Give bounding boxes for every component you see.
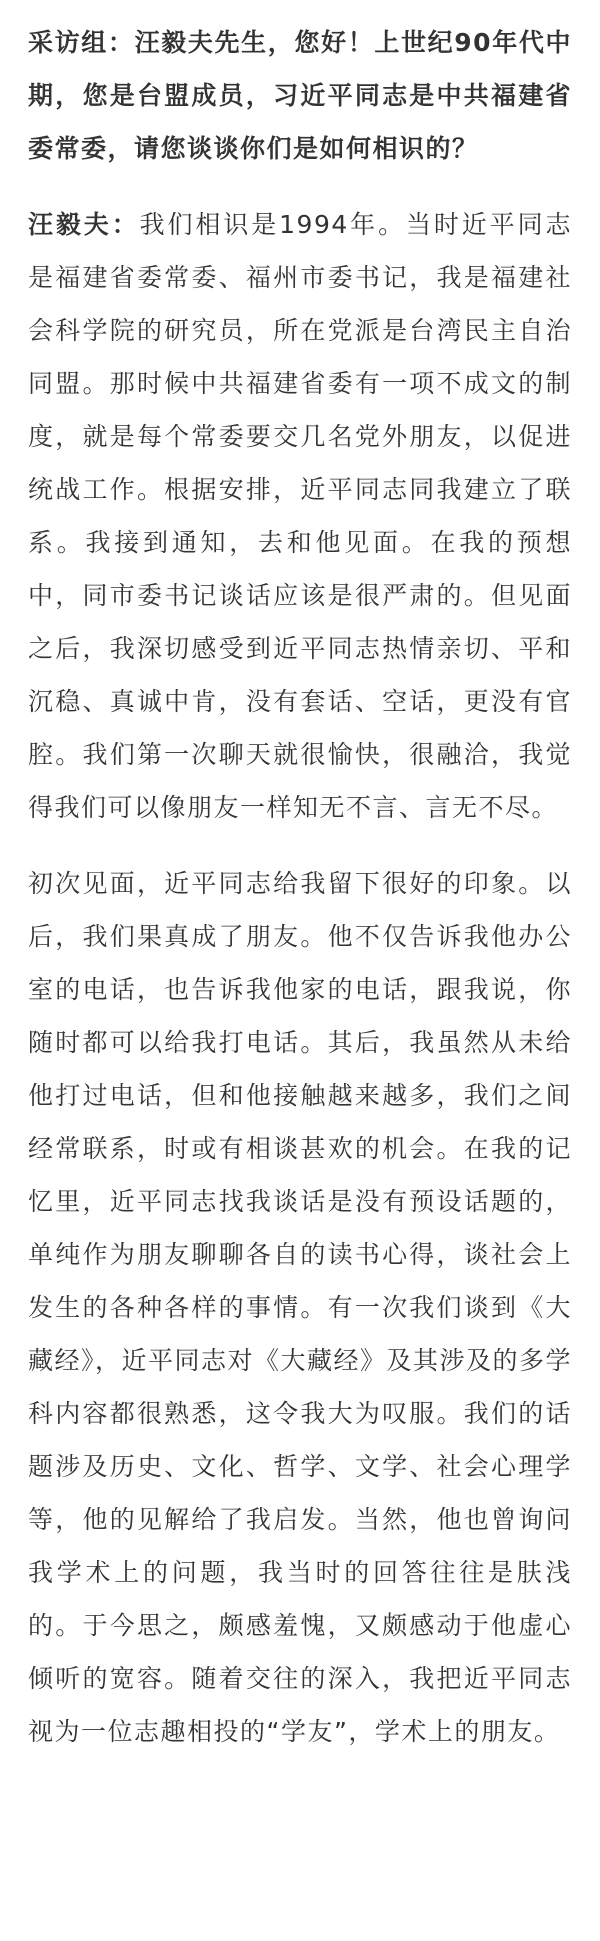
answer-paragraph [28, 198, 572, 834]
speaker-label: 汪毅夫： [28, 210, 140, 239]
interview-question: 采访组：汪毅夫先生，您好！上世纪90年代中期，您是台盟成员，习近平同志是中共福建省委常委，请您谈谈你们是如何相识的？ [28, 28, 572, 163]
body-paragraph: 初次见面，近平同志给我留下很好的印象。以后，我们果真成了朋友。他不仅告诉我他办公室的电话，也告诉我他家的电话，跟我说，你随时都可以给我打电话。其后，我虽然从未给他打过电话，但和他接触越来越多，我们之间经常联系，时或有相谈甚欢的机会。在我的记忆里，近平同志找我谈话是没有预设话题的，单纯作为朋友聊聊各自的读书心得，谈社会上发生的各种各样的事情。有一次我们谈到《大藏经》，近平同志对《大藏经》及其涉及的多学科内容都很熟悉，这令我大为叹服。我们的话题涉及历史、文化、哲学、文学、社会心理学等，他的见解给了我启发。当然，他也曾询问我学术上的问题，我当时的回答往往是肤浅的。于今思之，颇感羞愧，又颇感动于他虚心倾听的宽容。随着交往的深入，我把近平同志视为一位志趣相投的“学友”，学术上的朋友。 [28, 869, 573, 1746]
answer-text: 我们相识是1994年。当时近平同志是福建省委常委、福州市委书记，我是福建社会科学院的研究员，所在党派是台湾民主自治同盟。那时候中共福建省委有一项不成文的制度，就是每个常委要交几名党外朋友，以促进统战工作。根据安排，近平同志同我建立了联系。我接到通知，去和他见面。在我的预想中，同市委书记谈话应该是很严肃的。但见面之后，我深切感受到近平同志热情亲切、平和沉稳、真诚中肯，没有套话、空话，更没有官腔。我们第一次聊天就很愉快，很融洽，我觉得我们可以像朋友一样知无不言、言无不尽。 [28, 210, 572, 822]
